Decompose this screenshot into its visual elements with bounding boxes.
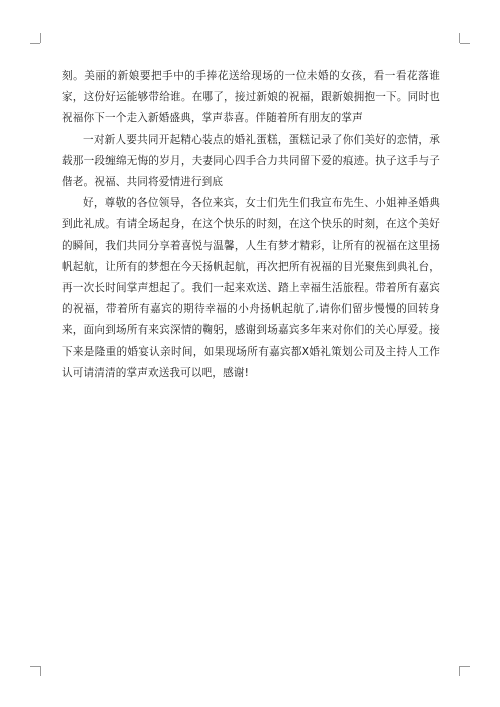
document-body: [62, 66, 440, 384]
crop-mark-top-left-h: [30, 43, 40, 44]
paragraph-bouquet-toss: 刻。美丽的新娘要把手中的手捧花送给现场的一位未婚的女孩，看一看花落谁家，这份好运能够带给谁。在哪了，接过新娘的祝福，跟新娘拥抱一下。同时也祝福你下一个走入新婚盛典，掌声恭喜。伴随着所有朋友的掌声: [62, 70, 440, 125]
crop-mark-bottom-right-v: [459, 666, 460, 676]
paragraph-ceremony-closing: 好，尊敬的各位领导，各位来宾，女士们先生们我宣布先生、小姐神圣婚典到此礼成。有请全场起身，在这个快乐的时刻，在这个快乐的时刻，在这个美好的瞬间，我们共同分享着喜悦与温馨，人生有梦才精彩，让所有的祝福在这里扬帆起航，让所有的梦想在今天扬帆起航，再次把所有祝福的目光聚焦到典礼台，再一次长时间掌声想起了。我们一起来欢送、踏上幸福生活旅程。带着所有嘉宾的祝福，带着所有嘉宾的期待幸福的小舟扬帆起航了,请你们留步慢慢的回转身来，面向到场所有来宾深情的鞠躬，感谢到场嘉宾多年来对你们的关心厚爱。接下来是隆重的婚宴认亲时间，如果现场所有嘉宾都X婚礼策划公司及主持人工作认可请清清的掌声欢送我可以吧，感谢!: [62, 197, 440, 379]
crop-mark-bottom-left-h: [30, 666, 40, 667]
crop-mark-bottom-left-v: [40, 666, 41, 676]
crop-mark-top-left-v: [40, 33, 41, 43]
crop-mark-top-right-v: [459, 33, 460, 43]
crop-mark-bottom-right-h: [460, 666, 470, 667]
paragraph-wedding-cake: 一对新人要共同开起精心装点的婚礼蛋糕，蛋糕记录了你们美好的恋情，承载那一段缠绵无悔的岁月，夫妻同心四手合力共同留下爱的痕迹。执子这手与子偕老。祝福、共同将爱情进行到底: [62, 133, 440, 189]
crop-mark-top-right-h: [460, 43, 470, 44]
